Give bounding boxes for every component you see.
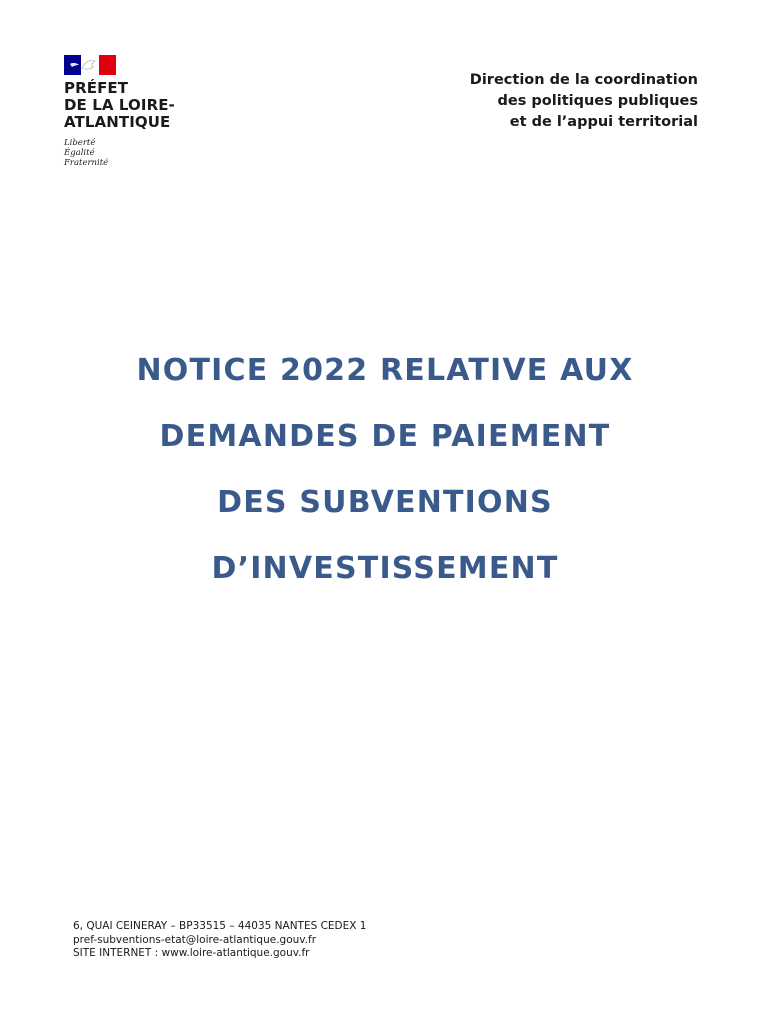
- direction-line: des politiques publiques: [497, 93, 698, 109]
- motto-line: Égalité: [64, 148, 95, 158]
- direction-line: Direction de la coordination: [469, 72, 698, 88]
- marianne-logo-icon: [64, 55, 116, 75]
- website-address: SITE INTERNET : www.loire-atlantique.gouv.fr: [73, 947, 310, 959]
- title-line: D’INVESTISSEMENT: [211, 551, 559, 586]
- motto-line: Liberté: [64, 138, 96, 148]
- direction-line: et de l’appui territorial: [509, 114, 698, 130]
- title-line: DEMANDES DE PAIEMENT: [159, 419, 611, 454]
- prefecture-name-line: DE LA LOIRE-: [64, 96, 175, 114]
- prefecture-name-line: PRÉFET: [64, 79, 129, 97]
- document-title: [0, 338, 770, 602]
- republic-motto: [64, 138, 204, 168]
- postal-address: 6, QUAI CEINERAY – BP33515 – 44035 NANTES CEDEX 1: [73, 920, 367, 932]
- prefecture-name: [64, 80, 204, 131]
- contact-email: pref-subventions-etat@loire-atlantique.gouv.fr: [73, 933, 317, 946]
- direction-heading: [470, 70, 698, 133]
- motto-line: Fraternité: [64, 158, 109, 168]
- prefecture-logo: [64, 55, 204, 168]
- title-line: NOTICE 2022 RELATIVE AUX: [136, 353, 634, 388]
- contact-footer: [73, 920, 367, 961]
- prefecture-name-line: ATLANTIQUE: [64, 113, 171, 131]
- title-line: DES SUBVENTIONS: [217, 485, 553, 520]
